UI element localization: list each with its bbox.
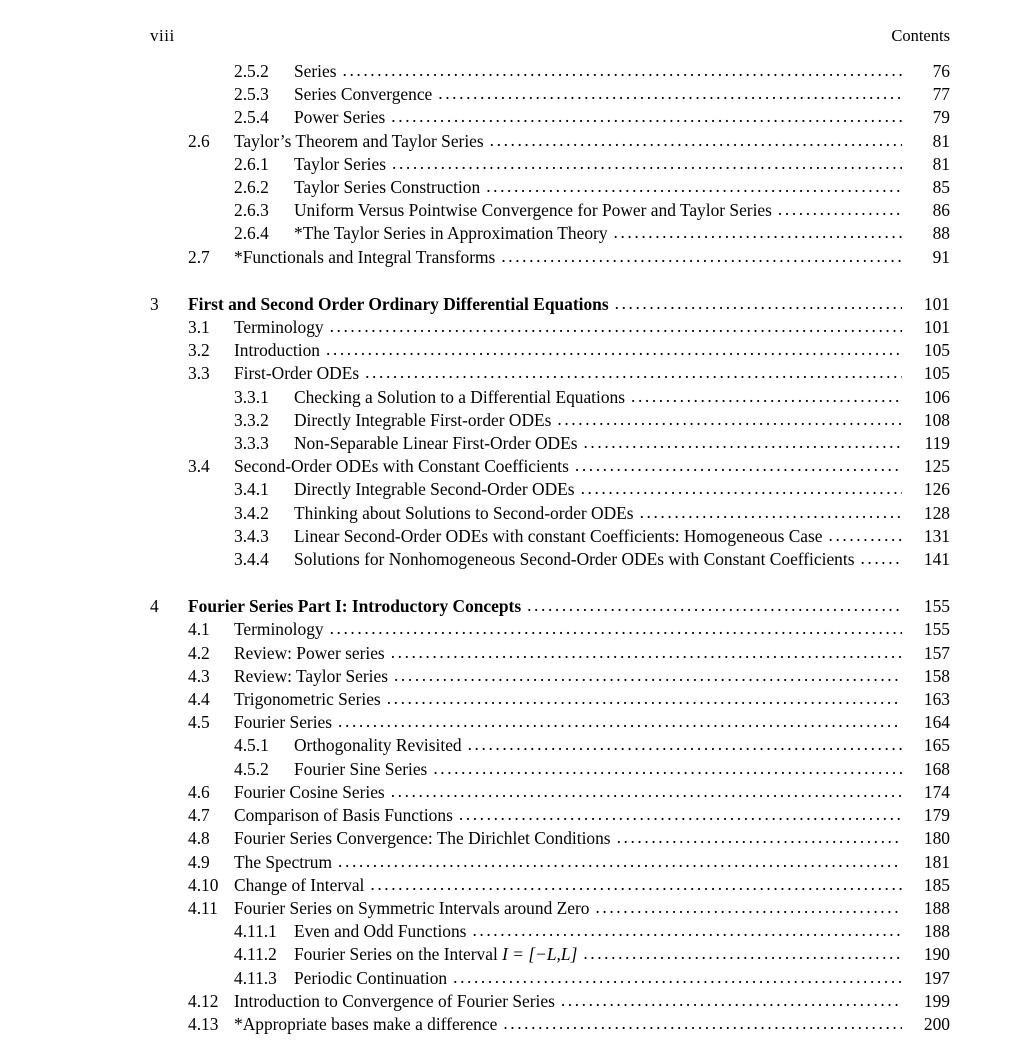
toc-entry-number: 4.9	[188, 851, 210, 872]
toc-entry-title: Fourier Cosine Series	[234, 781, 385, 802]
toc-entry-number: 4.5.1	[234, 735, 269, 756]
toc-entry-page-number: 126	[923, 479, 950, 500]
toc-section-gap	[150, 269, 950, 293]
toc-leader-dots	[387, 687, 902, 710]
toc-leader-dots	[391, 780, 902, 803]
toc-entry-number: 4.5.2	[234, 758, 269, 779]
toc-leader-dots	[365, 361, 902, 384]
toc-entry-page-number: 181	[923, 851, 950, 872]
toc-entry-page-number: 131	[923, 525, 950, 546]
toc-entry-title: Introduction	[234, 340, 320, 361]
toc-leader-dots	[338, 850, 902, 873]
toc-leader-dots	[391, 641, 902, 664]
toc-entry[interactable]	[150, 386, 950, 409]
toc-entry[interactable]	[150, 1013, 950, 1036]
toc-entry-page-number: 163	[923, 689, 950, 710]
toc-entry-title: Change of Interval	[234, 874, 365, 895]
toc-entry-title: The Spectrum	[234, 851, 333, 872]
toc-entry-number: 2.6.4	[234, 223, 269, 244]
toc-leader-dots	[370, 873, 902, 896]
toc-leader-dots	[343, 59, 902, 82]
toc-entry-number: 2.5.2	[234, 61, 269, 81]
toc-leader-dots	[453, 966, 902, 989]
toc-entry-number: 2.7	[188, 246, 210, 267]
toc-entry-page-number: 106	[923, 386, 950, 407]
toc-entry-number: 3.3.1	[234, 386, 269, 407]
toc-entry[interactable]	[150, 293, 950, 316]
table-of-contents	[150, 60, 950, 1036]
toc-leader-dots	[583, 942, 902, 965]
toc-entry[interactable]	[150, 990, 950, 1013]
toc-entry-page-number: 108	[923, 409, 950, 430]
toc-entry-page-number: 174	[923, 781, 950, 802]
toc-entry[interactable]	[150, 688, 950, 711]
toc-entry-page-number: 197	[923, 967, 950, 988]
page-folio: viii	[150, 26, 175, 45]
toc-entry[interactable]	[150, 502, 950, 525]
toc-entry[interactable]	[150, 455, 950, 478]
toc-leader-dots	[583, 431, 902, 454]
toc-entry-page-number: 185	[923, 874, 950, 895]
toc-entry-page-number: 76	[932, 61, 950, 81]
toc-entry-number: 4.11	[188, 897, 218, 918]
toc-entry[interactable]	[150, 758, 950, 781]
toc-entry-title: Thinking about Solutions to Second-order ODEs	[294, 502, 634, 523]
toc-entry-number: 4.13	[188, 1013, 219, 1034]
toc-entry[interactable]	[150, 409, 950, 432]
toc-entry-number: 4	[150, 596, 159, 617]
toc-entry-page-number: 179	[923, 805, 950, 826]
toc-entry-number: 2.5.3	[234, 84, 269, 105]
toc-entry-title: Review: Power series	[234, 642, 385, 663]
toc-entry[interactable]	[150, 339, 950, 362]
toc-entry-title: Even and Odd Functions	[294, 921, 467, 942]
toc-entry-title: Comparison of Basis Functions	[234, 805, 453, 826]
toc-leader-dots	[614, 221, 902, 244]
toc-entry[interactable]	[150, 804, 950, 827]
toc-entry-page-number: 188	[923, 897, 950, 918]
toc-entry-title: *Functionals and Integral Transforms	[234, 246, 496, 267]
toc-entry-title: First and Second Order Ordinary Differential Equations	[188, 293, 609, 314]
toc-entry-number: 4.8	[188, 828, 210, 849]
toc-entry-page-number: 165	[923, 735, 950, 756]
toc-entry-title: Non-Separable Linear First-Order ODEs	[294, 433, 578, 454]
toc-entry-page-number: 199	[923, 990, 950, 1011]
toc-entry[interactable]	[150, 851, 950, 874]
toc-entry[interactable]	[150, 665, 950, 688]
toc-entry-title: Power Series	[294, 107, 386, 128]
toc-entry-page-number: 85	[932, 177, 950, 198]
toc-entry[interactable]	[150, 897, 950, 920]
toc-entry-number: 3.3	[188, 363, 210, 384]
toc-leader-dots	[640, 501, 902, 524]
toc-leader-dots	[561, 989, 902, 1012]
toc-entry[interactable]	[150, 734, 950, 757]
toc-entry-title: Fourier Series on the Interval I = [−L,L]	[294, 944, 578, 965]
toc-leader-dots	[392, 152, 902, 175]
toc-entry[interactable]	[150, 130, 950, 153]
toc-entry-number: 4.10	[188, 874, 219, 895]
toc-leader-dots	[468, 733, 902, 756]
toc-entry-title: Fourier Sine Series	[294, 758, 428, 779]
toc-entry-page-number: 105	[923, 340, 950, 361]
toc-entry-number: 4.12	[188, 990, 219, 1011]
toc-leader-dots	[472, 919, 902, 942]
toc-leader-dots	[581, 477, 902, 500]
toc-entry[interactable]	[150, 642, 950, 665]
toc-entry-title: *Appropriate bases make a difference	[234, 1013, 498, 1034]
toc-entry-page-number: 81	[932, 153, 950, 174]
toc-entry-page-number: 79	[932, 107, 950, 128]
toc-entry-number: 3	[150, 293, 159, 314]
toc-entry-page-number: 158	[923, 665, 950, 686]
toc-entry[interactable]	[150, 943, 950, 966]
toc-entry[interactable]	[150, 967, 950, 990]
toc-entry-title: Directly Integrable First-order ODEs	[294, 409, 552, 430]
toc-leader-dots	[617, 826, 902, 849]
toc-entry-title: Series	[294, 61, 337, 81]
toc-leader-dots	[391, 105, 902, 128]
toc-section-gap	[150, 571, 950, 595]
toc-leader-dots	[557, 408, 902, 431]
toc-entry-number: 3.4.2	[234, 502, 269, 523]
toc-entry-title: Second-Order ODEs with Constant Coefficients	[234, 456, 569, 477]
toc-entry[interactable]	[150, 478, 950, 501]
toc-entry-page-number: 101	[923, 293, 950, 314]
toc-entry[interactable]	[150, 246, 950, 269]
toc-entry-page-number: 125	[923, 456, 950, 477]
toc-entry-title: Directly Integrable Second-Order ODEs	[294, 479, 575, 500]
toc-entry-number: 4.3	[188, 665, 210, 686]
toc-entry[interactable]	[150, 548, 950, 571]
toc-entry-page-number: 141	[923, 549, 950, 570]
toc-entry-number: 2.5.4	[234, 107, 269, 128]
toc-entry-title: Periodic Continuation	[294, 967, 448, 988]
toc-entry-title: Orthogonality Revisited	[294, 735, 462, 756]
toc-entry-number: 4.5	[188, 712, 210, 733]
toc-leader-dots	[338, 710, 902, 733]
toc-entry-number: 3.4.3	[234, 525, 269, 546]
toc-entry-title: Series Convergence	[294, 84, 433, 105]
toc-entry-number: 2.6	[188, 130, 210, 151]
toc-entry-number: 4.11.1	[234, 921, 277, 942]
toc-leader-dots	[486, 175, 902, 198]
toc-entry-title: Fourier Series on Symmetric Intervals around Zero	[234, 897, 590, 918]
toc-leader-dots	[631, 385, 902, 408]
toc-entry-page-number: 190	[923, 944, 950, 965]
toc-entry[interactable]	[150, 920, 950, 943]
toc-entry-title: First-Order ODEs	[234, 363, 360, 384]
toc-leader-dots	[503, 1012, 902, 1035]
toc-entry[interactable]	[150, 525, 950, 548]
toc-leader-dots	[595, 896, 902, 919]
toc-entry-page-number: 119	[924, 433, 950, 454]
toc-entry-number: 3.1	[188, 317, 210, 338]
toc-leader-dots	[326, 338, 902, 361]
toc-entry[interactable]	[150, 595, 950, 618]
toc-entry-page-number: 157	[923, 642, 950, 663]
toc-entry-title: Introduction to Convergence of Fourier Series	[234, 990, 555, 1011]
toc-entry-title: Taylor Series	[294, 153, 386, 174]
toc-entry[interactable]	[150, 153, 950, 176]
toc-entry-number: 3.3.3	[234, 433, 269, 454]
page-header	[150, 26, 950, 46]
toc-leader-dots	[575, 454, 902, 477]
toc-entry-title: Taylor’s Theorem and Taylor Series	[234, 130, 484, 151]
toc-entry-number: 4.11.3	[234, 967, 277, 988]
toc-entry-page-number: 200	[923, 1013, 950, 1034]
toc-entry-title: Taylor Series Construction	[294, 177, 481, 198]
toc-entry-number: 4.7	[188, 805, 210, 826]
toc-entry-title: Uniform Versus Pointwise Convergence for Power and Taylor Series	[294, 200, 772, 221]
toc-entry[interactable]	[150, 827, 950, 850]
toc-entry-page-number: 188	[923, 921, 950, 942]
toc-entry-title: Linear Second-Order ODEs with constant Coefficients: Homogeneous Case	[294, 525, 823, 546]
toc-entry-title: Review: Taylor Series	[234, 665, 388, 686]
running-head: Contents	[891, 26, 950, 45]
toc-entry-page-number: 88	[932, 223, 950, 244]
toc-entry[interactable]	[150, 618, 950, 641]
toc-entry-number: 3.3.2	[234, 409, 269, 430]
toc-entry-number: 3.4	[188, 456, 210, 477]
toc-entry-number: 3.4.4	[234, 549, 269, 570]
toc-entry-page-number: 86	[932, 200, 950, 221]
toc-leader-dots	[615, 292, 902, 315]
toc-entry[interactable]	[150, 362, 950, 385]
toc-entry-page-number: 180	[923, 828, 950, 849]
toc-entry-title: *The Taylor Series in Approximation Theory	[294, 223, 608, 244]
toc-entry[interactable]	[150, 60, 950, 83]
toc-entry-number: 2.6.1	[234, 153, 269, 174]
toc-leader-dots	[527, 594, 902, 617]
toc-entry-number: 4.1	[188, 619, 210, 640]
toc-entry[interactable]	[150, 316, 950, 339]
toc-entry-number: 2.6.3	[234, 200, 269, 221]
toc-entry-number: 4.2	[188, 642, 210, 663]
toc-entry-title: Terminology	[234, 317, 324, 338]
toc-leader-dots	[330, 315, 902, 338]
toc-entry-page-number: 91	[932, 246, 950, 267]
toc-entry-number: 4.6	[188, 781, 210, 802]
toc-leader-dots	[433, 757, 902, 780]
toc-entry[interactable]	[150, 432, 950, 455]
toc-entry-page-number: 81	[932, 130, 950, 151]
toc-entry[interactable]	[150, 874, 950, 897]
toc-entry-number: 4.11.2	[234, 944, 277, 965]
toc-entry-title: Checking a Solution to a Differential Equations	[294, 386, 625, 407]
toc-entry-page-number: 168	[923, 758, 950, 779]
toc-entry-title: Solutions for Nonhomogeneous Second-Order ODEs with Constant Coefficients	[294, 549, 855, 570]
toc-entry[interactable]	[150, 176, 950, 199]
toc-entry-number: 3.4.1	[234, 479, 269, 500]
toc-entry-title: Fourier Series Part I: Introductory Concepts	[188, 596, 522, 617]
toc-leader-dots	[778, 198, 902, 221]
toc-entry-page-number: 155	[923, 619, 950, 640]
toc-leader-dots	[438, 82, 902, 105]
toc-leader-dots	[501, 245, 902, 268]
toc-entry[interactable]	[150, 83, 950, 106]
toc-entry-title: Fourier Series Convergence: The Dirichlet Conditions	[234, 828, 611, 849]
toc-entry[interactable]	[150, 711, 950, 734]
toc-entry-page-number: 128	[923, 502, 950, 523]
toc-entry[interactable]	[150, 106, 950, 129]
toc-entry-page-number: 101	[923, 317, 950, 338]
toc-entry-number: 3.2	[188, 340, 210, 361]
toc-entry-page-number: 155	[923, 596, 950, 617]
toc-entry-title: Fourier Series	[234, 712, 333, 733]
toc-entry-page-number: 164	[923, 712, 950, 733]
toc-entry-title: Terminology	[234, 619, 324, 640]
toc-entry-page-number: 105	[923, 363, 950, 384]
toc-leader-dots	[330, 617, 902, 640]
toc-entry-page-number: 77	[932, 84, 950, 105]
toc-entry[interactable]	[150, 222, 950, 245]
toc-entry[interactable]	[150, 781, 950, 804]
toc-entry-number: 4.4	[188, 689, 210, 710]
toc-entry-number: 2.6.2	[234, 177, 269, 198]
toc-leader-dots	[490, 129, 902, 152]
toc-leader-dots	[860, 547, 902, 570]
toc-leader-dots	[394, 664, 902, 687]
toc-entry[interactable]	[150, 199, 950, 222]
toc-entry-title: Trigonometric Series	[234, 689, 381, 710]
toc-leader-dots	[829, 524, 902, 547]
toc-leader-dots	[459, 803, 902, 826]
